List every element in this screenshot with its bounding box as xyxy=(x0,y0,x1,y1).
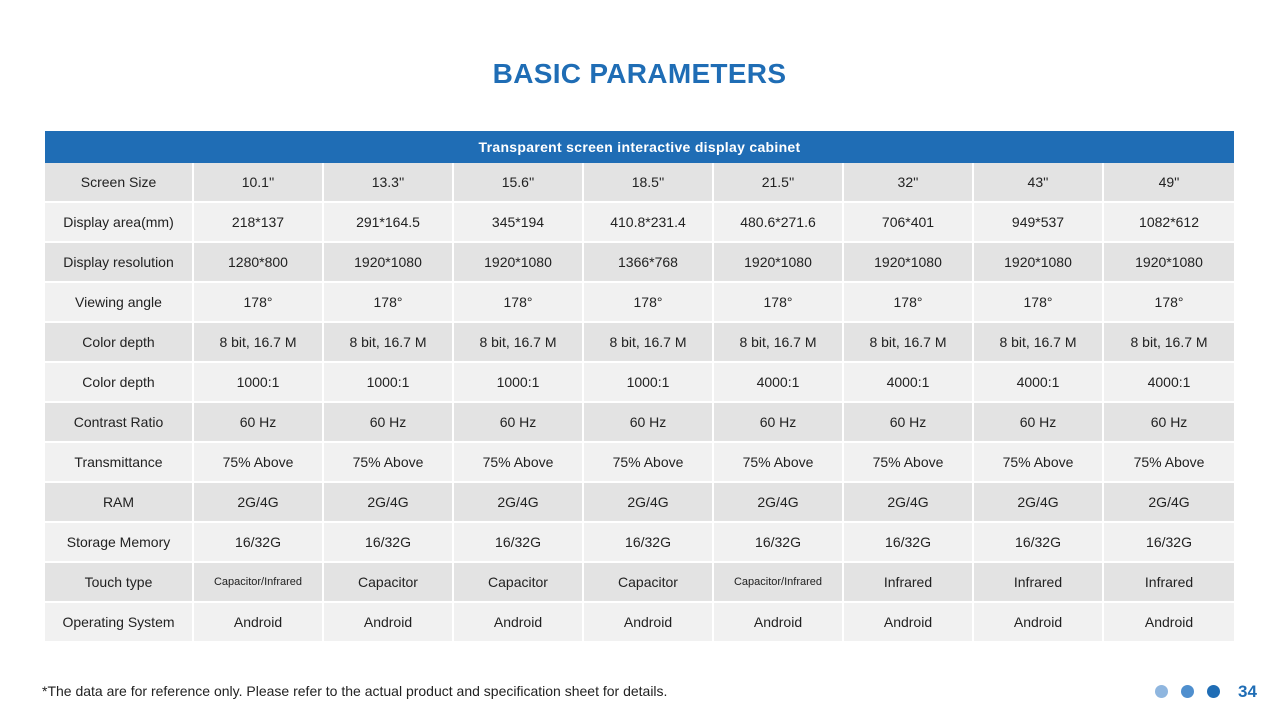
row-label: Screen Size xyxy=(45,163,193,202)
row-label: Display area(mm) xyxy=(45,202,193,242)
table-cell: 8 bit, 16.7 M xyxy=(453,322,583,362)
table-row xyxy=(45,282,1234,322)
table-cell: Android xyxy=(583,602,713,642)
row-label: Contrast Ratio xyxy=(45,402,193,442)
page-number: 34 xyxy=(1238,682,1257,701)
table-row xyxy=(45,242,1234,282)
row-label: Viewing angle xyxy=(45,282,193,322)
table-cell: 75% Above xyxy=(323,442,453,482)
table-row xyxy=(45,402,1234,442)
table-cell: 10.1'' xyxy=(193,163,323,202)
table-cell: 8 bit, 16.7 M xyxy=(1103,322,1234,362)
table-cell: 16/32G xyxy=(583,522,713,562)
table-cell: 75% Above xyxy=(1103,442,1234,482)
table-cell: 60 Hz xyxy=(973,402,1103,442)
table-cell: 15.6'' xyxy=(453,163,583,202)
table-cell: 16/32G xyxy=(1103,522,1234,562)
table-cell: 4000:1 xyxy=(843,362,973,402)
table-cell: 43'' xyxy=(973,163,1103,202)
row-label: Color depth xyxy=(45,362,193,402)
table-cell: 60 Hz xyxy=(843,402,973,442)
table-cell: Android xyxy=(713,602,843,642)
table-cell: 60 Hz xyxy=(1103,402,1234,442)
table-cell: 1920*1080 xyxy=(453,242,583,282)
table-cell: Android xyxy=(323,602,453,642)
table-cell: 2G/4G xyxy=(453,482,583,522)
table-cell: 178° xyxy=(713,282,843,322)
table-cell: 949*537 xyxy=(973,202,1103,242)
table-cell: 1000:1 xyxy=(583,362,713,402)
row-label: Operating System xyxy=(45,602,193,642)
table-cell: 8 bit, 16.7 M xyxy=(193,322,323,362)
table-cell: 1920*1080 xyxy=(843,242,973,282)
footnote: *The data are for reference only. Please refer to the actual product and specification sheet for details. xyxy=(42,683,668,699)
table-row xyxy=(45,202,1234,242)
page-title: BASIC PARAMETERS xyxy=(492,58,787,89)
table-cell: 4000:1 xyxy=(713,362,843,402)
table-cell: 21.5'' xyxy=(713,163,843,202)
table-cell: Infrared xyxy=(1103,562,1234,602)
table-cell: 75% Above xyxy=(583,442,713,482)
table-cell: 16/32G xyxy=(453,522,583,562)
table-cell: 16/32G xyxy=(323,522,453,562)
table-cell: 13.3'' xyxy=(323,163,453,202)
table-cell: 4000:1 xyxy=(1103,362,1234,402)
table-cell: 1000:1 xyxy=(193,362,323,402)
table-cell: 1920*1080 xyxy=(713,242,843,282)
table-cell: 1280*800 xyxy=(193,242,323,282)
table-cell: 18.5'' xyxy=(583,163,713,202)
table-cell: 1920*1080 xyxy=(323,242,453,282)
table-cell: 178° xyxy=(323,282,453,322)
row-label: RAM xyxy=(45,482,193,522)
table-cell: 75% Above xyxy=(453,442,583,482)
table-cell: 706*401 xyxy=(843,202,973,242)
table-cell: 410.8*231.4 xyxy=(583,202,713,242)
page-dot xyxy=(1207,685,1220,698)
table-cell: Capacitor/Infrared xyxy=(713,562,843,602)
table-cell: 8 bit, 16.7 M xyxy=(583,322,713,362)
table-row xyxy=(45,322,1234,362)
pagination-dots xyxy=(1155,685,1220,698)
table-cell: 8 bit, 16.7 M xyxy=(323,322,453,362)
page-dot xyxy=(1155,685,1168,698)
table-cell: 8 bit, 16.7 M xyxy=(713,322,843,362)
table-cell: 32'' xyxy=(843,163,973,202)
table-cell: Capacitor xyxy=(453,562,583,602)
table-cell: 2G/4G xyxy=(193,482,323,522)
table-cell: 75% Above xyxy=(193,442,323,482)
table-cell: 1000:1 xyxy=(453,362,583,402)
page-dot xyxy=(1181,685,1194,698)
table-cell: 75% Above xyxy=(713,442,843,482)
table-cell: 291*164.5 xyxy=(323,202,453,242)
table-cell: 2G/4G xyxy=(843,482,973,522)
table-cell: 1366*768 xyxy=(583,242,713,282)
table-cell: Capacitor xyxy=(323,562,453,602)
table-row xyxy=(45,602,1234,642)
table-row xyxy=(45,562,1234,602)
table-row xyxy=(45,163,1234,202)
row-label: Display resolution xyxy=(45,242,193,282)
table-cell: 178° xyxy=(843,282,973,322)
table-cell: 8 bit, 16.7 M xyxy=(843,322,973,362)
table-cell: 16/32G xyxy=(193,522,323,562)
table-cell: 1082*612 xyxy=(1103,202,1234,242)
table-cell: 75% Above xyxy=(973,442,1103,482)
table-cell: Infrared xyxy=(973,562,1103,602)
table-cell: 2G/4G xyxy=(323,482,453,522)
table-cell: Infrared xyxy=(843,562,973,602)
table-row xyxy=(45,362,1234,402)
table-cell: 178° xyxy=(1103,282,1234,322)
table-row xyxy=(45,522,1234,562)
table-row xyxy=(45,442,1234,482)
table-cell: 4000:1 xyxy=(973,362,1103,402)
table-cell: 178° xyxy=(973,282,1103,322)
table-cell: Android xyxy=(843,602,973,642)
table-cell: Android xyxy=(1103,602,1234,642)
row-label: Touch type xyxy=(45,562,193,602)
row-label: Storage Memory xyxy=(45,522,193,562)
table-cell: 60 Hz xyxy=(323,402,453,442)
table-cell: 2G/4G xyxy=(713,482,843,522)
table-cell: 16/32G xyxy=(713,522,843,562)
table-cell: 480.6*271.6 xyxy=(713,202,843,242)
table-cell: 60 Hz xyxy=(453,402,583,442)
table-cell: 60 Hz xyxy=(713,402,843,442)
row-label: Color depth xyxy=(45,322,193,362)
spec-table xyxy=(45,131,1234,643)
table-cell: 16/32G xyxy=(843,522,973,562)
table-cell: 75% Above xyxy=(843,442,973,482)
table-cell: Android xyxy=(973,602,1103,642)
table-cell: Android xyxy=(453,602,583,642)
table-cell: 2G/4G xyxy=(583,482,713,522)
table-cell: 218*137 xyxy=(193,202,323,242)
row-label: Transmittance xyxy=(45,442,193,482)
table-cell: 60 Hz xyxy=(583,402,713,442)
table-cell: 345*194 xyxy=(453,202,583,242)
table-cell: 16/32G xyxy=(973,522,1103,562)
table-cell: Capacitor/Infrared xyxy=(193,562,323,602)
table-body xyxy=(45,163,1234,642)
table-cell: 49'' xyxy=(1103,163,1234,202)
table-cell: 178° xyxy=(193,282,323,322)
table-cell: 178° xyxy=(453,282,583,322)
table-cell: 1000:1 xyxy=(323,362,453,402)
table-cell: 2G/4G xyxy=(1103,482,1234,522)
table-cell: 2G/4G xyxy=(973,482,1103,522)
table-cell: 8 bit, 16.7 M xyxy=(973,322,1103,362)
table-cell: 178° xyxy=(583,282,713,322)
table-cell: Android xyxy=(193,602,323,642)
table-row xyxy=(45,482,1234,522)
table-cell: 1920*1080 xyxy=(1103,242,1234,282)
table-cell: 1920*1080 xyxy=(973,242,1103,282)
table-cell: 60 Hz xyxy=(193,402,323,442)
table-cell: Capacitor xyxy=(583,562,713,602)
table-banner: Transparent screen interactive display cabinet xyxy=(45,131,1234,163)
